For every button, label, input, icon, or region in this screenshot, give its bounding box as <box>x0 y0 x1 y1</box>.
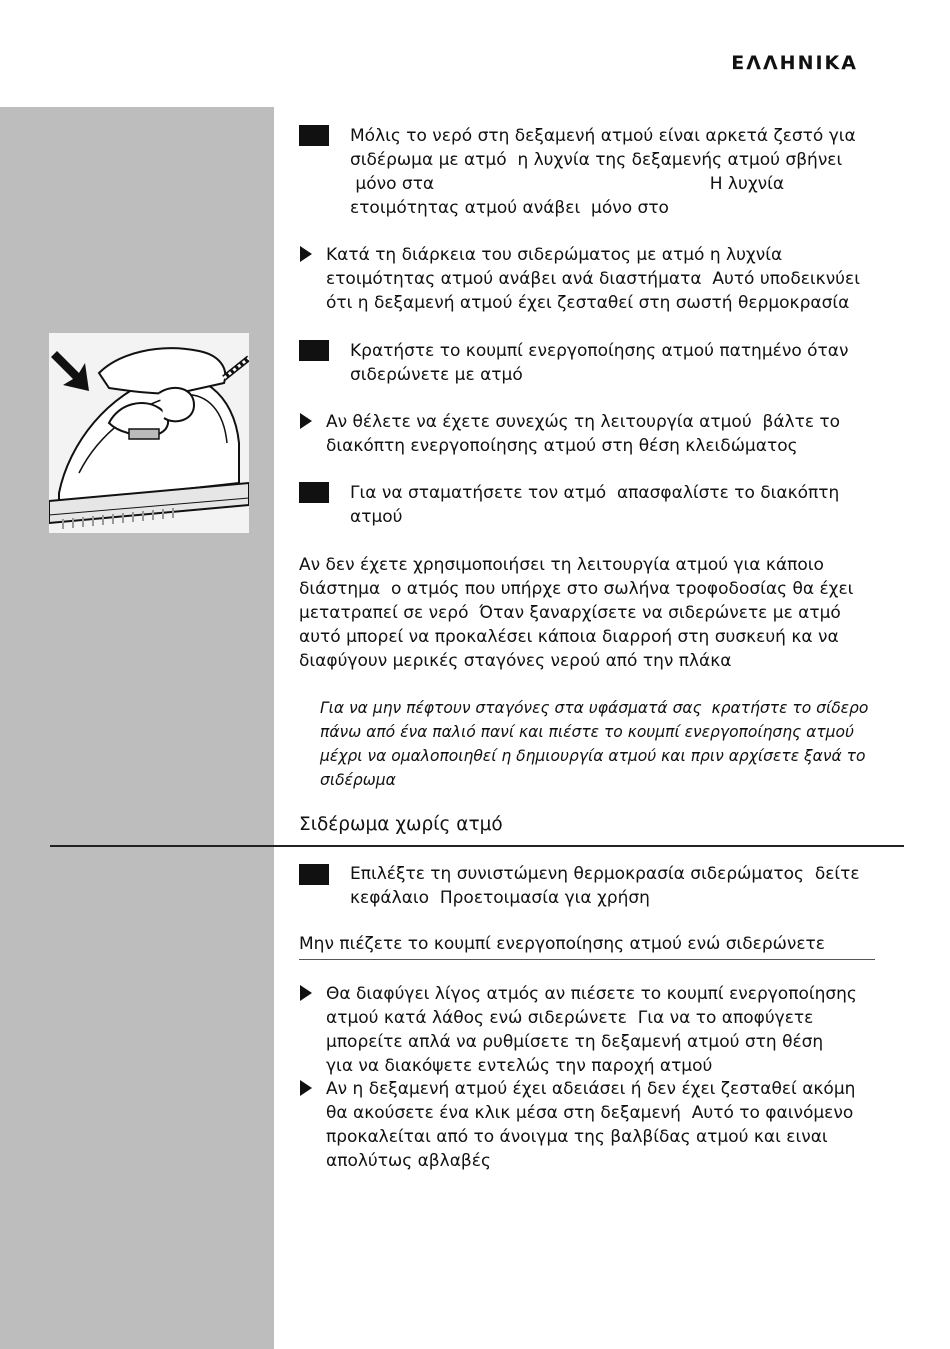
text-line: ατμού κατά λάθος ενώ σιδερώνετε Για να το αποφύγετε <box>326 1008 814 1028</box>
text-line: Για να σταματήσετε τον ατμό απασφαλίστε το διακόπτη <box>350 483 840 503</box>
text-line: μπορείτε απλά να ρυθμίσετε τη δεξαμενή ατμού στη θέση <box>326 1032 824 1052</box>
step-number-box <box>299 482 329 503</box>
text-line: Μόλις το νερό στη δεξαμενή ατμού είναι αρκετά ζεστό για <box>350 126 856 146</box>
tip-note <box>320 696 868 792</box>
text-line: ότι η δεξαμενή ατμού έχει ζεσταθεί στη σωστή θερμοκρασία <box>326 293 850 313</box>
section-heading: Σιδέρωμα χωρίς ατμό <box>299 814 503 835</box>
text-line: διακόπτη ενεργοποίησης ατμού στη θέση κλειδώματος <box>326 436 798 456</box>
text-line: μετατραπεί σε νερό Όταν ξαναρχίσετε να σιδερώνετε με ατμό <box>299 603 841 623</box>
language-header: ΕΛΛΗΝΙΚΑ <box>731 52 858 74</box>
text-line: μόνο στα Η λυχνία <box>350 174 785 194</box>
text-line: Αν θέλετε να έχετε συνεχώς τη λειτουργία ατμού βάλτε το <box>326 412 841 432</box>
text-line: Κρατήστε το κουμπί ενεργοποίησης ατμού πατημένο όταν <box>350 341 849 361</box>
bullet-triangle-icon <box>299 245 313 263</box>
step-number-box <box>299 864 329 885</box>
text-line: Αν η δεξαμενή ατμού έχει αδειάσει ή δεν έχει ζεσταθεί ακόμη <box>326 1079 856 1099</box>
step-4-text <box>350 862 860 910</box>
bullet-item <box>299 982 857 1078</box>
text-line: Επιλέξτε τη συνιστώμενη θερμοκρασία σιδερώματος δείτε <box>350 864 860 884</box>
text-line: ετοιμότητας ατμού ανάβει ανά διαστήματα Αυτό υποδεικνύει <box>326 269 860 289</box>
text-line: Θα διαφύγει λίγος ατμός αν πιέσετε το κουμπί ενεργοποίησης <box>326 984 857 1004</box>
section-divider <box>50 845 904 847</box>
text-line: προκαλείται από το άνοιγμα της βαλβίδας ατμού και ειναι <box>326 1127 828 1147</box>
bullet-item <box>299 243 860 315</box>
step-3-text <box>350 481 839 529</box>
text-line: σιδέρωμα με ατμό η λυχνία της δεξαμενής ατμού σβήνει <box>350 150 843 170</box>
bullet-item <box>299 410 840 458</box>
bullet-triangle-icon <box>299 984 313 1002</box>
text-line: αυτό μπορεί να προκαλέσει κάποια διαρροή στη συσκευή κα να <box>299 627 839 647</box>
body-paragraph <box>299 553 853 673</box>
sidebar-gray-panel <box>0 107 274 1349</box>
text-line: μέχρι να ομαλοποιηθεί η δημιουργία ατμού και πριν αρχίσετε ξανά το <box>320 747 866 765</box>
text-line: ατμού <box>350 507 403 527</box>
text-line: διάστημα ο ατμός που υπήρχε στο σωλήνα τροφοδοσίας θα έχει <box>299 579 854 599</box>
iron-steam-button-illustration <box>49 333 249 533</box>
text-line: απολύτως αβλαβές <box>326 1151 491 1171</box>
step-2-text <box>350 339 848 387</box>
text-line: για να διακόψετε εντελώς την παροχή ατμού <box>326 1056 713 1076</box>
step-number-box <box>299 125 329 146</box>
bullet-item <box>299 1077 855 1173</box>
text-line: σιδέρωμα <box>320 771 396 789</box>
text-line: κεφάλαιο Προετοιμασία για χρήση <box>350 888 650 908</box>
text-line: ετοιμότητας ατμού ανάβει μόνο στο <box>350 198 669 218</box>
bullet-triangle-icon <box>299 1079 313 1097</box>
warning-note: Μην πιέζετε το κουμπί ενεργοποίησης ατμού ενώ σιδερώνετε <box>299 934 875 960</box>
bullet-triangle-icon <box>299 412 313 430</box>
step-1-text <box>350 124 856 220</box>
text-line: θα ακούσετε ένα κλικ μέσα στη δεξαμενή Αυτό το φαινόμενο <box>326 1103 854 1123</box>
text-line: διαφύγουν μερικές σταγόνες νερού από την πλάκα <box>299 651 732 671</box>
text-line: σιδερώνετε με ατμό <box>350 365 523 385</box>
text-line: Αν δεν έχετε χρησιμοποιήσει τη λειτουργία ατμού για κάποιο <box>299 555 824 575</box>
step-number-box <box>299 340 329 361</box>
text-line: πάνω από ένα παλιό πανί και πιέστε το κουμπί ενεργοποίησης ατμού <box>320 723 854 741</box>
text-line: Κατά τη διάρκεια του σιδερώματος με ατμό η λυχνία <box>326 245 783 265</box>
text-line: Για να μην πέφτουν σταγόνες στα υφάσματά σας κρατήστε το σίδερο <box>320 699 869 717</box>
